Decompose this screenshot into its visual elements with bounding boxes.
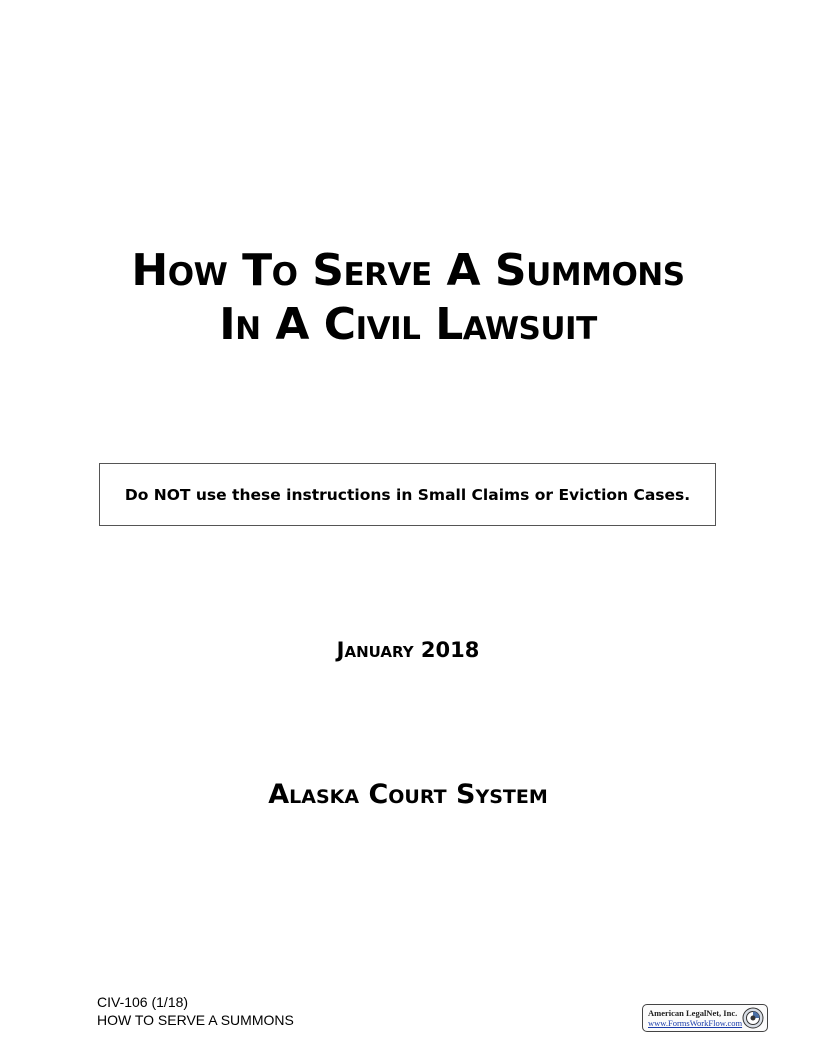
- form-title: HOW TO SERVE A SUMMONS: [97, 1012, 294, 1028]
- document-title-line-1: How To Serve A Summons: [131, 245, 685, 296]
- badge-company: American LegalNet, Inc.: [648, 1008, 738, 1018]
- legalnet-badge[interactable]: [642, 1004, 768, 1032]
- footer: [97, 993, 294, 1029]
- organization-name: Alaska Court System: [268, 779, 548, 810]
- notice-text: Do NOT use these instructions in Small Claims or Eviction Cases.: [124, 485, 691, 504]
- badge-website-link[interactable]: www.FormsWorkFlow.com: [648, 1018, 743, 1028]
- globe-logo-icon: [742, 1007, 764, 1029]
- form-code: CIV-106 (1/18): [97, 994, 189, 1010]
- notice-box: [99, 463, 716, 526]
- document-title-line-2: In A Civil Lawsuit: [219, 299, 597, 350]
- publication-date: January 2018: [336, 638, 480, 662]
